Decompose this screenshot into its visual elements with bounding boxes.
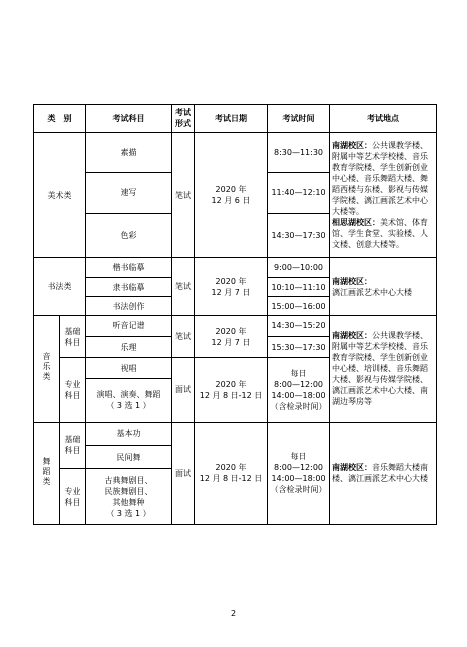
music-date-written: 2020 年 12 月 7 日 xyxy=(195,315,268,357)
music-time-2: 15:30—17:30 xyxy=(268,336,330,358)
dance-date: 2020 年 12 月 8 日-12 日 xyxy=(195,422,268,525)
art-time-3: 14:30—17:30 xyxy=(268,213,330,257)
art-time-1: 8:30—11:30 xyxy=(268,132,330,172)
page-number: 2 xyxy=(230,609,237,618)
dance-form: 面试 xyxy=(172,422,195,525)
calligraphy-place xyxy=(330,258,437,316)
dance-time: 每日 8:00—12:00 14:00—18:00 （含检录时间） xyxy=(268,422,330,525)
music-category-text: 音乐类 xyxy=(42,352,51,383)
art-time-2: 11:40—12:10 xyxy=(268,173,330,213)
header-subject: 考试科目 xyxy=(86,105,172,133)
music-basic: 基础科目 xyxy=(60,315,86,357)
art-subject-2: 速写 xyxy=(86,173,172,213)
calligraphy-subject-2: 隶书临摹 xyxy=(86,277,172,297)
dance-place-text: 音乐舞蹈大楼南楼、漓江画派艺术中心大楼 xyxy=(332,463,428,484)
art-date: 2020 年 12 月 6 日 xyxy=(195,132,268,257)
table-row xyxy=(34,315,437,336)
music-subject-3: 视唱 xyxy=(86,358,172,379)
music-place xyxy=(330,315,437,422)
table-header-row xyxy=(34,105,437,133)
dance-place xyxy=(330,422,437,525)
header-place: 考试地点 xyxy=(330,105,437,133)
art-category: 美术类 xyxy=(34,132,86,257)
art-subject-1: 素描 xyxy=(86,132,172,172)
header-form: 考试形式 xyxy=(172,105,195,133)
calligraphy-category: 书法类 xyxy=(34,258,86,316)
art-form: 笔试 xyxy=(172,132,195,257)
table-row xyxy=(34,422,437,446)
calligraphy-subject-1: 楷书临摹 xyxy=(86,258,172,278)
art-place-label-1: 南湖校区： xyxy=(332,141,372,150)
header-time: 考试时间 xyxy=(268,105,330,133)
music-major: 专业科目 xyxy=(60,358,86,422)
music-place-label: 南湖校区： xyxy=(332,331,372,341)
dance-subject-3: 古典舞剧目、 民族舞剧目、 其他舞种 （ 3 选 1 ） xyxy=(86,469,172,525)
table-row xyxy=(34,132,437,172)
dance-category xyxy=(34,422,60,525)
calligraphy-time-2: 10:10—11:10 xyxy=(268,277,330,297)
dance-subject-1: 基本功 xyxy=(86,422,172,446)
calligraphy-time-3: 15:00—16:00 xyxy=(268,297,330,316)
calligraphy-date: 2020 年 12 月 7 日 xyxy=(195,258,268,316)
calligraphy-time-1: 9:00—10:00 xyxy=(268,258,330,278)
calligraphy-place-text: 漓江画派艺术中心大楼 xyxy=(332,287,412,297)
dance-place-label: 南湖校区： xyxy=(332,463,372,473)
dance-major: 专业科目 xyxy=(60,469,86,525)
art-place-text-1: 公共课教学楼、附属中等艺术学校楼、音乐教育学院楼、学生创新创业中心楼、音乐舞蹈大楼、舞蹈西楼与东楼、影视与传媒学院楼、漓江画派艺术中心大楼等。 xyxy=(332,141,428,216)
calligraphy-form: 笔试 xyxy=(172,258,195,316)
table-row xyxy=(34,258,437,278)
music-subject-4: 演唱、演奏、舞蹈 （ 3 选 1 ） xyxy=(86,379,172,422)
dance-subject-2: 民间舞 xyxy=(86,446,172,469)
dance-category-text: 舞蹈类 xyxy=(42,456,51,487)
music-date-interview: 2020 年 12 月 8 日-12 日 xyxy=(195,358,268,422)
music-form-interview: 面试 xyxy=(172,358,195,422)
music-subject-2: 乐理 xyxy=(86,336,172,358)
music-time-interview: 每日 8:00—12:00 14:00—18:00 （含检录时间） xyxy=(268,358,330,422)
calligraphy-place-label: 南湖校区： xyxy=(332,276,372,286)
music-subject-1: 听音记谱 xyxy=(86,315,172,336)
calligraphy-subject-3: 书法创作 xyxy=(86,297,172,316)
art-subject-3: 色彩 xyxy=(86,213,172,257)
dance-basic: 基础科目 xyxy=(60,422,86,469)
art-place-label-2: 相思湖校区： xyxy=(332,218,380,227)
header-date: 考试日期 xyxy=(195,105,268,133)
art-place xyxy=(330,132,437,257)
music-category xyxy=(34,315,60,422)
music-form-written: 笔试 xyxy=(172,315,195,357)
music-time-1: 14:30—15:20 xyxy=(268,315,330,336)
header-category: 类 别 xyxy=(34,105,86,133)
exam-schedule-table xyxy=(33,104,437,525)
art-place-text-2: 美术馆、体育馆、学生食堂、实验楼、人文楼、创意大楼等。 xyxy=(332,218,428,249)
music-place-text: 公共课教学楼、附属中等艺术学校楼、音乐教育学院楼、学生创新创业中心楼、培训楼、音乐舞蹈大楼、影视与传媒学院楼、漓江画派艺术中心大楼、南湖边琴房等 xyxy=(332,331,428,407)
